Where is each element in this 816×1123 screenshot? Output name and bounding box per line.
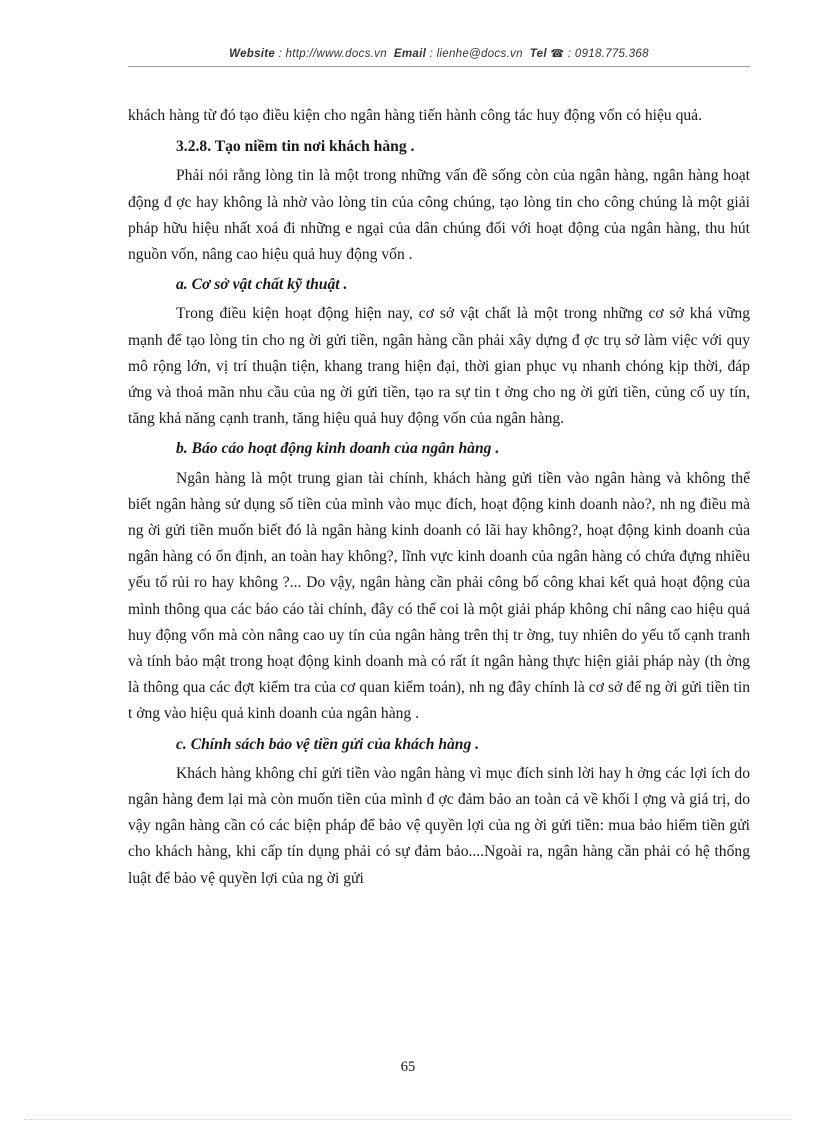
paragraph-a: Trong điều kiện hoạt động hiện nay, cơ sở vật chất là một trong những cơ sở khá vững mạnh để tạo lòng tin cho ng ời gửi tiền, ngân hàng cần phải xây dựng đ ợc trụ sở làm việc với quy mô rộng lớn, vị trí thuận tiện, khang trang hiện đại, thời gian phục vụ nhanh chóng kịp thời, đáp ứng và thoả mãn nhu cầu của ng ời gửi tiền, tạo ra sự tin t ởng cho ng ời gửi tiền, củng cố uy tín, tăng khả năng cạnh tranh, tăng hiệu quả huy động vốn của ngân hàng. — [128, 305, 750, 428]
email-label: Email — [393, 48, 427, 60]
subheading-b: b. Báo cáo hoạt động kinh doanh của ngân hàng . — [176, 440, 500, 458]
subheading-c: c. Chính sách bảo vệ tiền gửi của khách hàng . — [176, 735, 480, 753]
website-label: Website — [229, 48, 276, 60]
section-heading-3-2-8: 3.2.8. Tạo niềm tin nơi khách hàng . — [176, 138, 415, 156]
email-value: : lienhe@docs.vn — [429, 48, 523, 60]
page-header — [128, 47, 750, 60]
paragraph-b: Ngân hàng là một trung gian tài chính, khách hàng gửi tiền vào ngân hàng và không thể biết ngân hàng sử dụng số tiền của mình vào mục đích, hoạt động kinh doanh nào?, nh ng điều mà ng ời gửi tiền muốn biết đó là ngân hàng kinh doanh có lãi hay không?, hoạt động kinh doanh của ngân hàng có ổn định, an toàn hay không?, lĩnh vực kinh doanh của ngân hàng có chứa đựng nhiều yếu tố rủi ro hay không ?... Do vậy, ngân hàng cần phải công bố công khai kết quả hoạt động của mình thông qua các báo cáo tài chính, đây có thể coi là một giải pháp không chỉ nâng cao hiệu quả huy động vốn mà còn nâng cao uy tín của ngân hàng trên thị tr ờng, tuy nhiên do yếu tố cạnh tranh và tính bảo mật trong hoạt động kinh doanh mà có rất ít ngân hàng thực hiện giải pháp này (th ờng là thông qua các đợt kiểm tra của cơ quan kiểm toán), nh ng đây chính là cơ sở để ng ời gửi tiền tin t ởng vào hiệu quả kinh doanh của ngân hàng . — [128, 469, 750, 723]
website-value: : http://www.docs.vn — [278, 48, 387, 60]
tel-value: : 0918.775.368 — [567, 48, 649, 60]
page-bottom-border — [24, 1119, 792, 1120]
header-divider — [128, 66, 750, 67]
tel-label: Tel — [529, 48, 547, 60]
phone-icon: ☎ — [550, 48, 565, 60]
subheading-a: a. Cơ sở vật chất kỹ thuật . — [176, 276, 348, 294]
page-number: 65 — [400, 1059, 416, 1075]
paragraph-c: Khách hàng không chỉ gửi tiền vào ngân hàng vì mục đích sinh lời hay h ởng các lợi ích do ngân hàng đem lại mà còn muốn tiền của mình đ ợc đảm bảo an toàn cả về khối l ợng và giá trị, do vậy ngân hàng cần có các biện pháp để bảo vệ quyền lợi của ng ời gửi tiền: mua bảo hiểm tiền gửi cho khách hàng, khi cấp tín dụng phải có sự đảm bảo....Ngoài ra, ngân hàng cần phải có hệ thống luật để bảo vệ quyền lợi của ng ời gửi — [128, 764, 750, 887]
paragraph-3-2-8: Phải nói rằng lòng tin là một trong những vấn đề sống còn của ngân hàng, ngân hàng hoạt động đ ợc hay không là nhờ vào lòng tin của công chúng, tạo lòng tin cho công chúng là một giải pháp hữu hiệu nhất xoá đi những e ngại của dân chúng đối với hoạt động của ngân hàng, thu hút nguồn vốn, nâng cao hiệu quả huy động vốn . — [128, 167, 750, 264]
paragraph-intro: khách hàng từ đó tạo điều kiện cho ngân hàng tiến hành công tác huy động vốn có hiệu quả. — [128, 107, 703, 124]
document-body — [128, 103, 750, 892]
